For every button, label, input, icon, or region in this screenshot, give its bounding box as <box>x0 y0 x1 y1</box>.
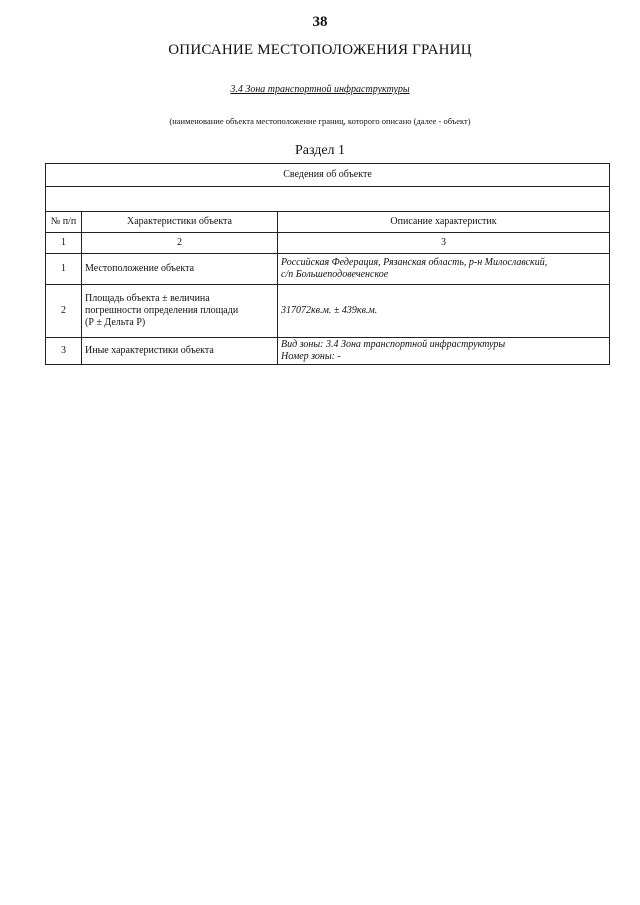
document-title: ОПИСАНИЕ МЕСТОПОЛОЖЕНИЯ ГРАНИЦ <box>168 42 472 58</box>
table-header-row <box>46 212 610 233</box>
characteristic-line: погрешности определения площади <box>85 305 239 316</box>
object-caption: (наименование объекта местоположение границ, которого описано (далее - объект) <box>169 116 471 126</box>
description-line: Номер зоны: - <box>281 351 341 362</box>
table-title: Сведения об объекте <box>46 164 610 187</box>
object-info-table <box>45 163 610 365</box>
row-number: 2 <box>46 285 82 338</box>
row-number: 3 <box>46 338 82 365</box>
description-line: Российская Федерация, Рязанская область, р-н Милославский, <box>281 257 548 268</box>
table-row <box>46 338 610 365</box>
description-line: Вид зоны: 3.4 Зона транспортной инфраструктуры <box>281 339 506 350</box>
row-description: 317072кв.м. ± 439кв.м. <box>278 285 610 338</box>
page-number: 38 <box>312 14 328 30</box>
table-numbering-row <box>46 233 610 254</box>
row-description <box>278 254 610 285</box>
header-characteristics: Характеристики объекта <box>82 212 278 233</box>
zone-name <box>0 84 640 95</box>
table-row <box>46 254 610 285</box>
table-title-row <box>46 164 610 187</box>
numbering-cell: 2 <box>82 233 278 254</box>
header-number: № п/п <box>46 212 82 233</box>
row-number: 1 <box>46 254 82 285</box>
numbering-cell: 3 <box>278 233 610 254</box>
characteristic-line: Площадь объекта ± величина <box>85 293 210 304</box>
zone-name-text: 3.4 Зона транспортной инфраструктуры <box>230 84 410 95</box>
table-empty-row <box>46 187 610 212</box>
header-description: Описание характеристик <box>278 212 610 233</box>
row-characteristic: Местоположение объекта <box>82 254 278 285</box>
description-line: с/п Большеподовеченское <box>281 269 389 280</box>
empty-cell <box>46 187 610 212</box>
row-description <box>278 338 610 365</box>
row-characteristic <box>82 285 278 338</box>
numbering-cell: 1 <box>46 233 82 254</box>
section-title: Раздел 1 <box>294 143 346 158</box>
row-characteristic: Иные характеристики объекта <box>82 338 278 365</box>
table-row <box>46 285 610 338</box>
characteristic-line: (Р ± Дельта Р) <box>85 317 146 328</box>
